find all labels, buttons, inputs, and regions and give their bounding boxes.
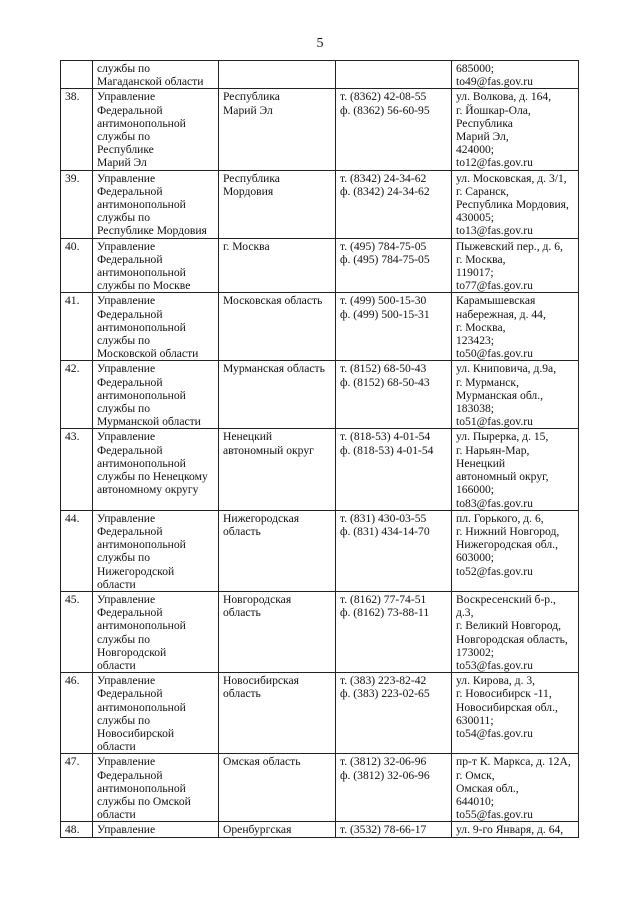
address-line: набережная, д. 44, bbox=[456, 307, 546, 321]
region-cell bbox=[219, 822, 336, 837]
row-number-cell: 41. bbox=[61, 293, 93, 361]
organization-line: Управление bbox=[97, 294, 156, 308]
organization-line: Магаданской области bbox=[97, 75, 204, 89]
row-number-cell bbox=[61, 61, 93, 89]
address-cell bbox=[452, 361, 579, 429]
organization-line: Мурманской области bbox=[97, 415, 201, 429]
address-cell bbox=[452, 822, 579, 837]
address-line: ул. Волкова, д. 164, bbox=[456, 90, 552, 104]
organization-line: области bbox=[97, 577, 136, 591]
phone-line: ф. (8342) 24-34-62 bbox=[340, 184, 430, 198]
organization-line: области bbox=[97, 658, 136, 672]
address-line: ул. Книповича, д.9а, bbox=[456, 362, 557, 376]
organization-line: Федеральной bbox=[97, 375, 163, 389]
address-line: 644010; bbox=[456, 794, 495, 808]
region-line: Нижегородская bbox=[223, 511, 300, 525]
phone-line: ф. (8162) 73-88-11 bbox=[340, 606, 430, 620]
region-cell bbox=[219, 361, 336, 429]
address-line: г. Новосибирск -11, bbox=[456, 687, 552, 701]
table-row bbox=[61, 238, 579, 293]
address-line: to55@fas.gov.ru bbox=[456, 808, 533, 822]
address-line: г. Москва, bbox=[456, 320, 506, 334]
address-line: to12@fas.gov.ru bbox=[456, 156, 533, 170]
phone-line: т. (831) 430-03-55 bbox=[340, 511, 427, 525]
address-cell bbox=[452, 673, 579, 754]
phone-cell bbox=[336, 591, 452, 672]
address-line: пр-т К. Маркса, д. 12А, bbox=[456, 755, 571, 769]
organization-line: службы по bbox=[97, 130, 151, 144]
address-line: Республика Мордовия, bbox=[456, 198, 569, 212]
organization-line: службы по Омской bbox=[97, 794, 191, 808]
address-line: Марий Эл, bbox=[456, 130, 509, 144]
region-line: Марий Эл bbox=[223, 103, 273, 117]
organization-line: Управление bbox=[97, 171, 156, 185]
organization-line: Республике Мордовия bbox=[97, 224, 207, 238]
organization-line: Федеральной bbox=[97, 252, 163, 266]
table-row bbox=[61, 361, 579, 429]
address-line: to54@fas.gov.ru bbox=[456, 726, 533, 740]
address-line: Новосибирская обл., bbox=[456, 700, 558, 714]
phone-line: ф. (8362) 56-60-95 bbox=[340, 103, 430, 117]
organization-line: автономному округу bbox=[97, 483, 199, 497]
region-line: Новгородская bbox=[223, 592, 292, 606]
organization-cell bbox=[93, 510, 219, 591]
address-line: г. Омск, bbox=[456, 768, 495, 782]
organization-line: Федеральной bbox=[97, 687, 163, 701]
address-cell bbox=[452, 429, 579, 510]
region-line: Московская область bbox=[223, 294, 323, 308]
organization-line: Федеральной bbox=[97, 184, 163, 198]
organization-line: Марий Эл bbox=[97, 156, 147, 170]
phone-cell bbox=[336, 361, 452, 429]
organization-line: службы по bbox=[97, 402, 151, 416]
address-line: пл. Горького, д. 6, bbox=[456, 511, 544, 525]
address-cell bbox=[452, 591, 579, 672]
phone-cell bbox=[336, 61, 452, 89]
organization-line: Нижегородской bbox=[97, 564, 175, 578]
address-line: Ненецкий bbox=[456, 456, 506, 470]
region-cell bbox=[219, 591, 336, 672]
organization-line: антимонопольной bbox=[97, 619, 186, 633]
region-cell bbox=[219, 429, 336, 510]
row-number-cell: 45. bbox=[61, 591, 93, 672]
address-line: г. Йошкар-Ола, bbox=[456, 103, 531, 117]
organization-line: Федеральной bbox=[97, 606, 163, 620]
organization-cell bbox=[93, 61, 219, 89]
address-line: ул. 9-го Января, д. 64, bbox=[456, 823, 564, 837]
address-line: г. Великий Новгород, bbox=[456, 619, 562, 633]
table-row bbox=[61, 822, 579, 837]
phone-line: т. (8342) 24-34-62 bbox=[340, 171, 427, 185]
organization-line: Федеральной bbox=[97, 103, 163, 117]
region-line: Мордовия bbox=[223, 184, 274, 198]
region-line: Новосибирская bbox=[223, 674, 299, 688]
table-row bbox=[61, 293, 579, 361]
row-number-cell: 40. bbox=[61, 238, 93, 293]
address-cell bbox=[452, 510, 579, 591]
address-line: г. Нижний Новгород, bbox=[456, 524, 560, 538]
row-number-cell: 46. bbox=[61, 673, 93, 754]
organization-cell bbox=[93, 361, 219, 429]
region-line: Республика bbox=[223, 90, 280, 104]
row-number-cell: 43. bbox=[61, 429, 93, 510]
organization-line: области bbox=[97, 808, 136, 822]
organization-cell bbox=[93, 170, 219, 238]
region-line: автономный округ bbox=[223, 443, 314, 457]
phone-line: ф. (8152) 68-50-43 bbox=[340, 375, 430, 389]
region-line: область bbox=[223, 524, 261, 538]
row-number-cell: 44. bbox=[61, 510, 93, 591]
phone-cell bbox=[336, 293, 452, 361]
address-line: ул. Московская, д. 3/1, bbox=[456, 171, 567, 185]
organization-line: антимонопольной bbox=[97, 781, 186, 795]
row-number-cell: 48. bbox=[61, 822, 93, 837]
phone-line: т. (495) 784-75-05 bbox=[340, 239, 427, 253]
region-line: область bbox=[223, 606, 261, 620]
page-number: 5 bbox=[316, 36, 324, 51]
phone-line: т. (8152) 68-50-43 bbox=[340, 362, 427, 376]
table-row bbox=[61, 429, 579, 510]
table-row bbox=[61, 170, 579, 238]
organization-line: Управление bbox=[97, 511, 156, 525]
organization-line: антимонопольной bbox=[97, 388, 186, 402]
region-cell bbox=[219, 61, 336, 89]
organization-line: службы по bbox=[97, 211, 151, 225]
address-line: to52@fas.gov.ru bbox=[456, 564, 533, 578]
organization-line: Управление bbox=[97, 239, 156, 253]
address-cell bbox=[452, 89, 579, 170]
phone-cell bbox=[336, 429, 452, 510]
address-line: 173002; bbox=[456, 645, 495, 659]
phone-cell bbox=[336, 754, 452, 822]
region-line: Мурманская область bbox=[223, 362, 325, 376]
address-line: to49@fas.gov.ru bbox=[456, 75, 533, 89]
organization-line: Управление bbox=[97, 362, 156, 376]
organization-line: Управление bbox=[97, 592, 156, 606]
row-number-cell: 39. bbox=[61, 170, 93, 238]
region-line: Ненецкий bbox=[223, 430, 273, 444]
organization-line: Федеральной bbox=[97, 524, 163, 538]
phone-cell bbox=[336, 170, 452, 238]
table-row bbox=[61, 89, 579, 170]
organization-cell bbox=[93, 293, 219, 361]
address-line: 166000; bbox=[456, 483, 495, 497]
phone-cell bbox=[336, 89, 452, 170]
organization-line: службы по bbox=[97, 551, 151, 565]
organization-line: Московской области bbox=[97, 347, 199, 361]
organization-line: антимонопольной bbox=[97, 700, 186, 714]
address-line: г. Нарьян-Мар, bbox=[456, 443, 530, 457]
phone-line: т. (818-53) 4-01-54 bbox=[340, 430, 431, 444]
organization-line: службы по bbox=[97, 334, 151, 348]
address-line: 119017; bbox=[456, 266, 494, 280]
address-line: г. Мурманск, bbox=[456, 375, 519, 389]
organization-cell bbox=[93, 89, 219, 170]
table-row bbox=[61, 510, 579, 591]
organization-line: Новгородской bbox=[97, 645, 167, 659]
organization-line: области bbox=[97, 740, 136, 754]
organization-line: службы по Ненецкому bbox=[97, 470, 208, 484]
organization-cell bbox=[93, 238, 219, 293]
row-number-cell: 38. bbox=[61, 89, 93, 170]
address-line: 630011; bbox=[456, 713, 494, 727]
address-line: Нижегородская обл., bbox=[456, 538, 558, 552]
region-cell bbox=[219, 293, 336, 361]
address-line: 685000; bbox=[456, 62, 495, 75]
organization-line: Новосибирской bbox=[97, 726, 175, 740]
organization-line: антимонопольной bbox=[97, 538, 186, 552]
phone-line: т. (3532) 78-66-17 bbox=[340, 823, 427, 837]
row-number-cell: 42. bbox=[61, 361, 93, 429]
organization-line: Республике bbox=[97, 143, 154, 157]
phone-line: ф. (495) 784-75-05 bbox=[340, 252, 430, 266]
row-number-cell: 47. bbox=[61, 754, 93, 822]
phone-cell bbox=[336, 673, 452, 754]
address-line: Воскресенский б-р., bbox=[456, 592, 556, 606]
phone-cell bbox=[336, 238, 452, 293]
address-line: 603000; bbox=[456, 551, 495, 565]
directory-table-body bbox=[61, 61, 579, 838]
phone-line: т. (3812) 32-06-96 bbox=[340, 755, 427, 769]
region-cell bbox=[219, 510, 336, 591]
organization-line: службы по bbox=[97, 713, 151, 727]
organization-line: Федеральной bbox=[97, 768, 163, 782]
organization-cell bbox=[93, 591, 219, 672]
address-line: to13@fas.gov.ru bbox=[456, 224, 533, 238]
region-line: Республика bbox=[223, 171, 280, 185]
address-line: Новгородская область, bbox=[456, 632, 568, 646]
address-cell bbox=[452, 293, 579, 361]
directory-table bbox=[60, 60, 579, 838]
table-row bbox=[61, 673, 579, 754]
region-line: Омская область bbox=[223, 755, 301, 769]
organization-cell bbox=[93, 673, 219, 754]
region-line: Оренбургская bbox=[223, 823, 292, 837]
address-line: д.3, bbox=[456, 606, 474, 620]
region-cell bbox=[219, 89, 336, 170]
region-cell bbox=[219, 754, 336, 822]
address-cell bbox=[452, 238, 579, 293]
address-cell bbox=[452, 170, 579, 238]
address-line: 183038; bbox=[456, 402, 495, 416]
phone-line: ф. (818-53) 4-01-54 bbox=[340, 443, 434, 457]
organization-cell bbox=[93, 754, 219, 822]
address-line: Карамышевская bbox=[456, 294, 536, 308]
address-cell bbox=[452, 754, 579, 822]
address-line: г. Москва, bbox=[456, 252, 506, 266]
address-line: Республика bbox=[456, 116, 513, 130]
phone-line: ф. (831) 434-14-70 bbox=[340, 524, 430, 538]
organization-line: Управление bbox=[97, 755, 156, 769]
address-line: ул. Пырерка, д. 15, bbox=[456, 430, 549, 444]
organization-line: Федеральной bbox=[97, 307, 163, 321]
organization-line: антимонопольной bbox=[97, 320, 186, 334]
organization-cell bbox=[93, 429, 219, 510]
organization-cell bbox=[93, 822, 219, 837]
address-line: to53@fas.gov.ru bbox=[456, 658, 533, 672]
address-line: Мурманская обл., bbox=[456, 388, 544, 402]
phone-line: т. (8162) 77-74-51 bbox=[340, 592, 427, 606]
address-line: to51@fas.gov.ru bbox=[456, 415, 533, 429]
organization-line: службы по Москве bbox=[97, 279, 191, 293]
table-row bbox=[61, 754, 579, 822]
region-line: область bbox=[223, 687, 261, 701]
organization-line: Управление bbox=[97, 430, 156, 444]
organization-line: Управление bbox=[97, 674, 156, 688]
address-line: автономный округ, bbox=[456, 470, 549, 484]
address-line: Пыжевский пер., д. 6, bbox=[456, 239, 563, 253]
region-line: г. Москва bbox=[223, 239, 270, 253]
table-row bbox=[61, 61, 579, 89]
phone-line: т. (383) 223-82-42 bbox=[340, 674, 427, 688]
region-cell bbox=[219, 238, 336, 293]
organization-line: антимонопольной bbox=[97, 198, 186, 212]
address-line: 123423; bbox=[456, 334, 495, 348]
phone-line: ф. (499) 500-15-31 bbox=[340, 307, 430, 321]
table-row bbox=[61, 591, 579, 672]
address-line: to83@fas.gov.ru bbox=[456, 496, 533, 510]
address-line: г. Саранск, bbox=[456, 184, 509, 198]
organization-line: антимонопольной bbox=[97, 116, 186, 130]
phone-line: т. (8362) 42-08-55 bbox=[340, 90, 427, 104]
address-line: Омская обл., bbox=[456, 781, 519, 795]
phone-cell bbox=[336, 510, 452, 591]
organization-line: антимонопольной bbox=[97, 456, 186, 470]
region-cell bbox=[219, 170, 336, 238]
phone-line: т. (499) 500-15-30 bbox=[340, 294, 427, 308]
organization-line: службы по bbox=[97, 632, 151, 646]
region-cell bbox=[219, 673, 336, 754]
organization-line: службы по bbox=[97, 62, 151, 75]
organization-line: Управление bbox=[97, 90, 156, 104]
phone-line: ф. (383) 223-02-65 bbox=[340, 687, 430, 701]
address-line: 430005; bbox=[456, 211, 495, 225]
address-line: ул. Кирова, д. 3, bbox=[456, 674, 536, 688]
phone-cell bbox=[336, 822, 452, 837]
phone-line: ф. (3812) 32-06-96 bbox=[340, 768, 430, 782]
address-cell bbox=[452, 61, 579, 89]
address-line: to50@fas.gov.ru bbox=[456, 347, 533, 361]
address-line: 424000; bbox=[456, 143, 495, 157]
organization-line: антимонопольной bbox=[97, 266, 186, 280]
organization-line: Управление bbox=[97, 823, 156, 837]
organization-line: Федеральной bbox=[97, 443, 163, 457]
address-line: to77@fas.gov.ru bbox=[456, 279, 533, 293]
